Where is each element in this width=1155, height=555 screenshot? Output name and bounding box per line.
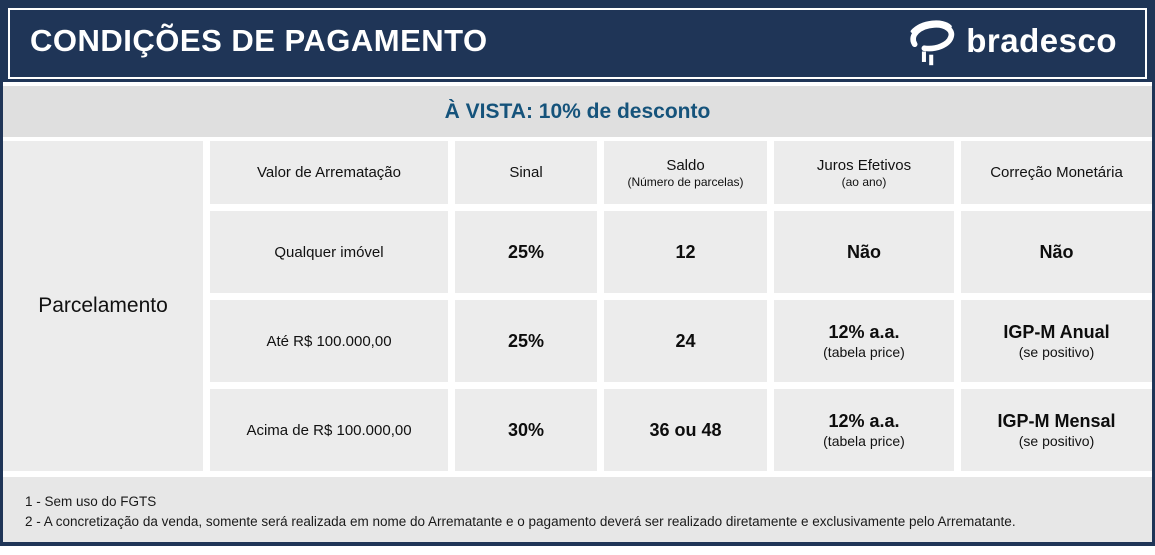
table-row-1-saldo: 12 bbox=[604, 211, 767, 293]
page-title: CONDIÇÕES DE PAGAMENTO bbox=[30, 23, 488, 58]
column-header-valor-arrematacao: Valor de Arrematação bbox=[210, 141, 448, 204]
table-row-2-juros: 12% a.a. (tabela price) bbox=[774, 300, 954, 382]
table-row-2-correcao: IGP-M Anual (se positivo) bbox=[961, 300, 1152, 382]
row-group-label-parcelamento: Parcelamento bbox=[3, 141, 203, 471]
bradesco-logo bbox=[904, 16, 1117, 66]
footnotes-box bbox=[3, 477, 1152, 546]
table-row-3-valor: Acima de R$ 100.000,00 bbox=[210, 389, 448, 471]
table-row-3-juros: 12% a.a. (tabela price) bbox=[774, 389, 954, 471]
table-row-3-correcao: IGP-M Mensal (se positivo) bbox=[961, 389, 1152, 471]
table-row-2-sinal: 25% bbox=[455, 300, 597, 382]
column-header-juros-efetivos: Juros Efetivos (ao ano) bbox=[774, 141, 954, 204]
cash-discount-text: À VISTA: 10% de desconto bbox=[444, 99, 711, 123]
column-header-correcao-monetaria: Correção Monetária bbox=[961, 141, 1152, 204]
table-row-2-valor: Até R$ 100.000,00 bbox=[210, 300, 448, 382]
table-row-1-correcao: Não bbox=[961, 211, 1152, 293]
footnote-2: 2 - A concretização da venda, somente será realizada em nome do Arrematante e o pagamento deverá ser realizado diretamente e exclusivamente pelo Arrematante. bbox=[25, 514, 1016, 529]
table-row-3-sinal: 30% bbox=[455, 389, 597, 471]
cash-discount-banner bbox=[3, 86, 1152, 137]
column-header-sinal: Sinal bbox=[455, 141, 597, 204]
table-row-2-saldo: 24 bbox=[604, 300, 767, 382]
bradesco-wordmark: bradesco bbox=[966, 22, 1117, 59]
payment-conditions-table bbox=[3, 141, 1152, 471]
footnote-1: 1 - Sem uso do FGTS bbox=[25, 494, 157, 509]
table-row-3-saldo: 36 ou 48 bbox=[604, 389, 767, 471]
bradesco-tree-icon bbox=[904, 16, 956, 66]
table-row-1-juros: Não bbox=[774, 211, 954, 293]
table-row-1-valor: Qualquer imóvel bbox=[210, 211, 448, 293]
table-row-1-sinal: 25% bbox=[455, 211, 597, 293]
column-header-saldo: Saldo (Número de parcelas) bbox=[604, 141, 767, 204]
header-bar bbox=[0, 0, 1155, 82]
